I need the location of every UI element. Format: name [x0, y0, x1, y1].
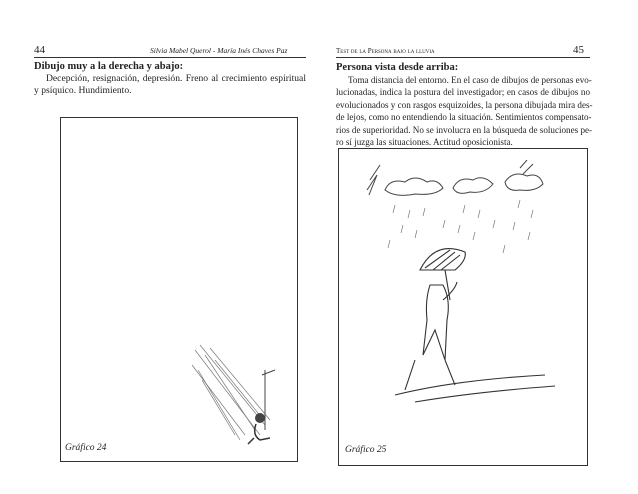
running-header: Silvia Mabel Querol - María Inés Chaves Paz	[150, 46, 288, 55]
paragraph-line: rios de superioridad. No se involucra en la búsqueda de soluciones pe-	[336, 124, 593, 135]
paragraph-line: Toma distancia del entorno. En el caso de dibujos de personas evo-	[348, 75, 592, 85]
section-heading: Dibujo muy a la derecha y abajo:	[34, 61, 184, 72]
header-rule	[336, 57, 590, 58]
figure-caption: Gráfico 25	[345, 445, 387, 455]
page-number: 44	[34, 44, 45, 56]
header-rule	[34, 57, 306, 58]
right-page	[320, 0, 638, 494]
paragraph-line: ro sí juzga las situaciones. Actitud oposicionista.	[336, 137, 513, 148]
rain-drawing-sketch	[190, 340, 290, 450]
paragraph-line: Decepción, resignación, depresión. Freno al crecimiento espiritual	[46, 73, 306, 84]
page-number: 45	[573, 44, 584, 56]
figure-caption: Gráfico 24	[65, 443, 107, 453]
person-in-rain-sketch	[355, 160, 575, 410]
section-heading: Persona vista desde arriba:	[336, 62, 459, 73]
paragraph-line: de lejos, como no entendiendo la situación. Sentimientos compensato-	[336, 112, 592, 123]
paragraph-line: evolucionados y con rasgos esquizoides, la persona dibujada mira des-	[336, 99, 593, 110]
paragraph-line: y psíquico. Hundimiento.	[34, 85, 132, 97]
running-header: Test de la Persona bajo la lluvia	[336, 47, 435, 55]
body-paragraph	[34, 73, 306, 98]
paragraph-line: lucionadas, indica la postura del investigador; en casos de dibujos no	[336, 87, 590, 98]
body-paragraph	[336, 74, 593, 148]
